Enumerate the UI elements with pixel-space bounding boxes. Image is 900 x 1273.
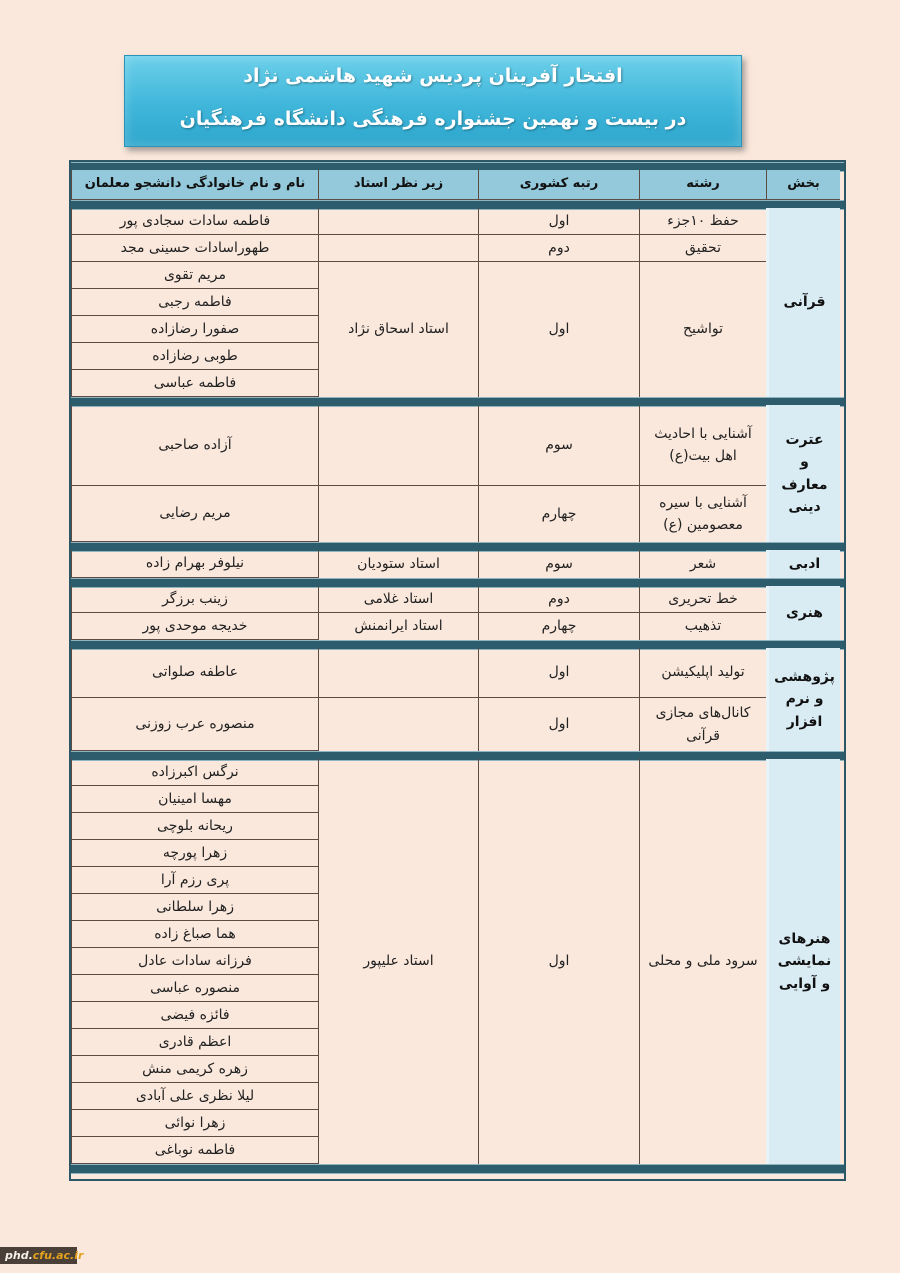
student-name-cell: عاطفه صلواتی — [71, 648, 318, 698]
student-name-cell: زهرا نوائی — [71, 1110, 318, 1137]
student-name-cell: آزاده صاحبی — [71, 405, 318, 486]
supervisor-cell — [318, 648, 478, 698]
student-name-cell: مریم تقوی — [71, 262, 318, 289]
student-name-cell: نیلوفر بهرام زاده — [71, 550, 318, 578]
student-name-cell: طهوراسادات حسینی مجد — [71, 235, 318, 262]
supervisor-cell — [318, 486, 478, 542]
supervisor-cell — [318, 235, 478, 262]
field-cell: تولید اپلیکیشن — [639, 648, 766, 698]
supervisor-cell: استاد اسحاق نژاد — [318, 262, 478, 397]
student-name-cell: زهره کریمی منش — [71, 1056, 318, 1083]
student-name-cell: مریم رضایی — [71, 486, 318, 542]
field-cell: حفظ ۱۰جزء — [639, 208, 766, 235]
supervisor-cell: استاد علیپور — [318, 759, 478, 1164]
supervisor-cell — [318, 208, 478, 235]
field-cell: تحقیق — [639, 235, 766, 262]
student-name-cell: ریحانه بلوچی — [71, 813, 318, 840]
supervisor-cell: استاد غلامی — [318, 586, 478, 613]
supervisor-cell — [318, 698, 478, 751]
section-name-cell: ادبی — [766, 550, 840, 578]
student-name-cell: زینب برزگر — [71, 586, 318, 613]
awards-table — [69, 160, 846, 1181]
student-name-cell: پری رزم آرا — [71, 867, 318, 894]
student-name-cell: فاطمه نوباغی — [71, 1137, 318, 1164]
field-cell: آشنایی با احادیث اهل بیت(ع) — [639, 405, 766, 486]
rank-cell: اول — [478, 648, 639, 698]
student-name-cell: اعظم قادری — [71, 1029, 318, 1056]
section-name-cell: هنرهای نمایشی و آوایی — [766, 759, 840, 1164]
student-name-cell: زهرا سلطانی — [71, 894, 318, 921]
field-cell: کانال‌های مجازی قرآنی — [639, 698, 766, 751]
header-supervisor: زیر نظر استاد — [318, 170, 478, 200]
student-name-cell: فرزانه سادات عادل — [71, 948, 318, 975]
header-rank: رتبه کشوری — [478, 170, 639, 200]
rank-cell: دوم — [478, 235, 639, 262]
student-name-cell: زهرا پورچه — [71, 840, 318, 867]
field-cell: آشنایی با سیره معصومین (ع) — [639, 486, 766, 542]
watermark-prefix: phd. — [5, 1249, 33, 1262]
title-banner — [124, 55, 742, 147]
site-watermark — [0, 1247, 84, 1264]
section-name-cell: هنری — [766, 586, 840, 640]
supervisor-cell: استاد ستودیان — [318, 550, 478, 578]
student-name-cell: خدیجه موحدی پور — [71, 613, 318, 640]
student-name-cell: منصوره عباسی — [71, 975, 318, 1002]
field-cell: تذهیب — [639, 613, 766, 640]
student-name-cell: فاطمه رجبی — [71, 289, 318, 316]
rank-cell: دوم — [478, 586, 639, 613]
rank-cell: چهارم — [478, 613, 639, 640]
header-field: رشته — [639, 170, 766, 200]
field-cell: تواشیح — [639, 262, 766, 397]
supervisor-cell: استاد ایرانمنش — [318, 613, 478, 640]
table-bottom-border — [71, 1164, 844, 1174]
student-name-cell: منصوره عرب زوزنی — [71, 698, 318, 751]
student-name-cell: نرگس اکبرزاده — [71, 759, 318, 786]
rank-cell: سوم — [478, 550, 639, 578]
rank-cell: اول — [478, 698, 639, 751]
student-name-cell: فاطمه سادات سجادی پور — [71, 208, 318, 235]
rank-cell: چهارم — [478, 486, 639, 542]
student-name-cell: لیلا نظری علی آبادی — [71, 1083, 318, 1110]
header-student: نام و نام خانوادگی دانشجو معلمان — [71, 170, 318, 200]
section-name-cell: پژوهشی و نرم افزار — [766, 648, 840, 751]
student-name-cell: مهسا امینیان — [71, 786, 318, 813]
rank-cell: اول — [478, 262, 639, 397]
student-name-cell: طوبی رضازاده — [71, 343, 318, 370]
rank-cell: اول — [478, 759, 639, 1164]
rank-cell: سوم — [478, 405, 639, 486]
section-name-cell: قرآنی — [766, 208, 840, 397]
student-name-cell: صفورا رضازاده — [71, 316, 318, 343]
header-section: بخش — [766, 170, 840, 200]
field-cell: سرود ملی و محلی — [639, 759, 766, 1164]
supervisor-cell — [318, 405, 478, 486]
watermark-domain: cfu.ac.ir — [32, 1249, 84, 1262]
section-name-cell: عترت و معارف دینی — [766, 405, 840, 542]
banner-title-line2: در بیست و نهمین جشنواره فرهنگی دانشگاه فرهنگیان — [179, 108, 687, 130]
banner-title-line1: افتخار آفرینان پردیس شهید هاشمی نژاد — [243, 65, 623, 87]
student-name-cell: هما صباغ زاده — [71, 921, 318, 948]
rank-cell: اول — [478, 208, 639, 235]
student-name-cell: فائزه فیضی — [71, 1002, 318, 1029]
field-cell: شعر — [639, 550, 766, 578]
student-name-cell: فاطمه عباسی — [71, 370, 318, 397]
field-cell: خط تحریری — [639, 586, 766, 613]
